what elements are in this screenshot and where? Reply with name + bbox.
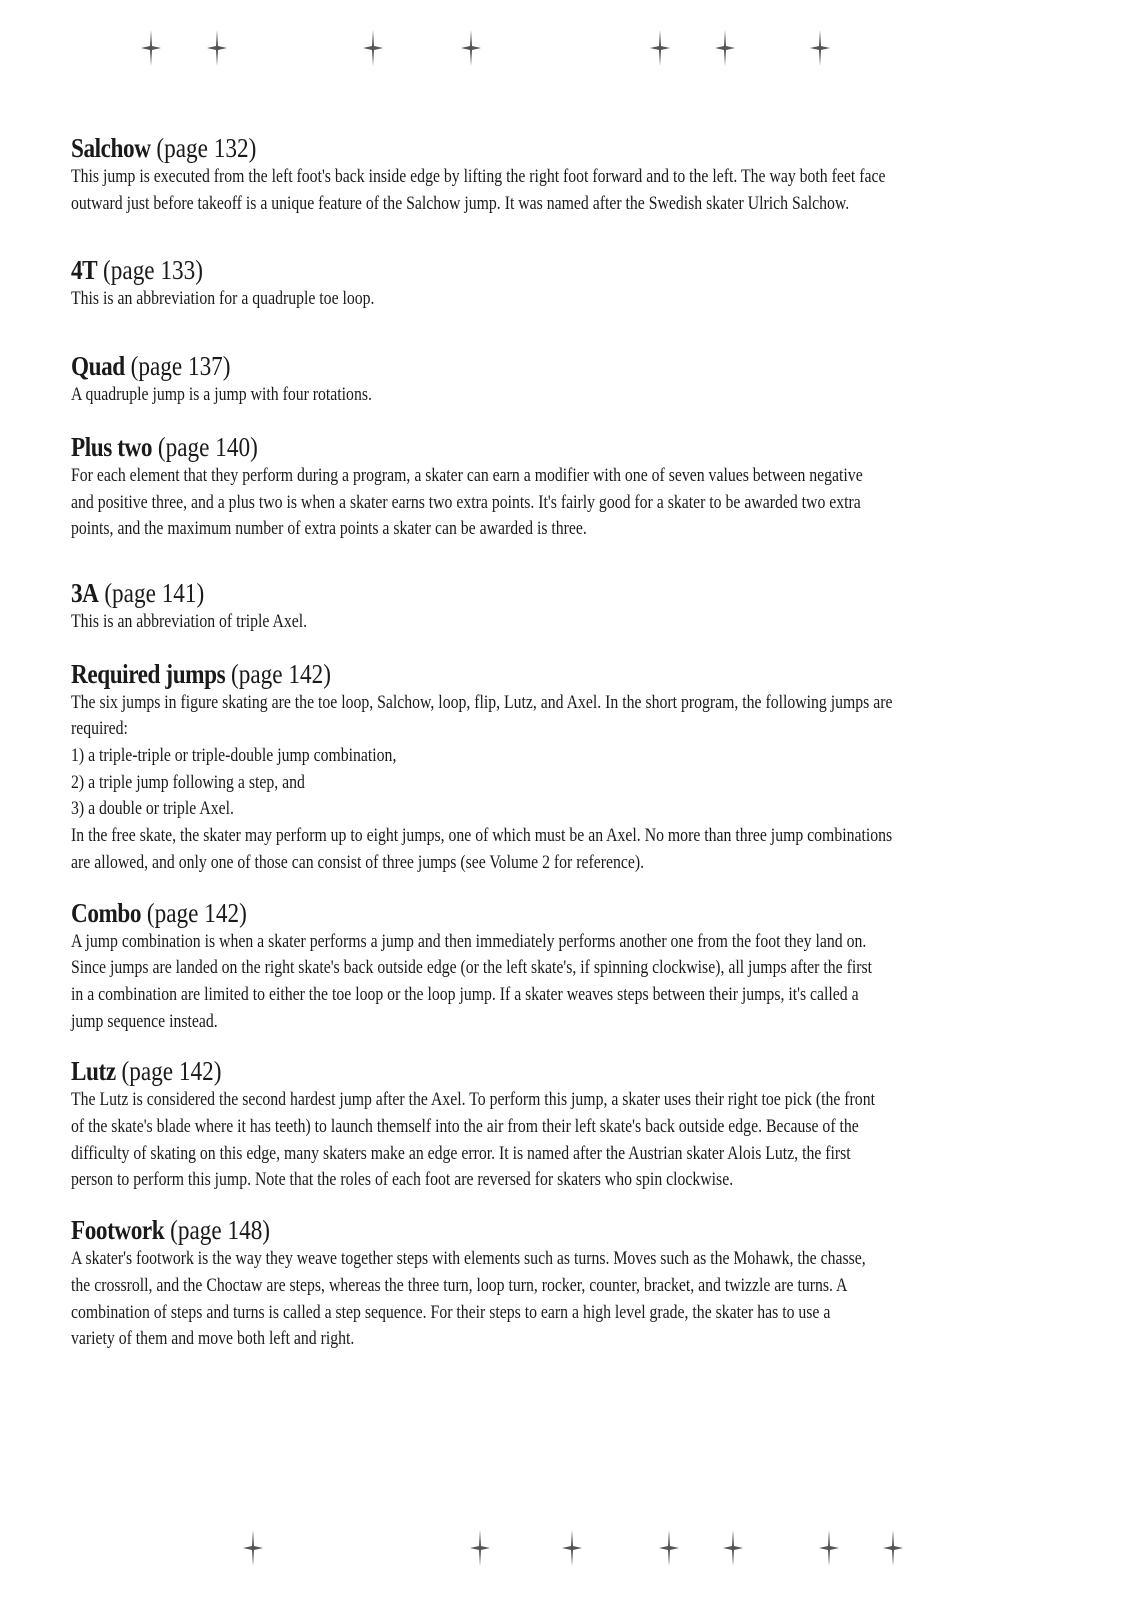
sparkle-icon: [205, 28, 229, 68]
sparkle-icon: [560, 1528, 584, 1568]
entry-definition: For each element that they perform during a program, a skater can earn a modifier with one of seven values between negative and positive three, and a plus two is when a skater earns two extra points. It's fairly good for a skater to be awarded two extra points, and the maximum number of extra points a skater can be awarded is three.: [71, 464, 863, 540]
glossary-entry-footwork: [71, 1214, 1056, 1353]
entry-page-ref: (page 142): [115, 1056, 222, 1087]
glossary-entry-3a: [71, 577, 1056, 636]
glossary-entry-quad: [71, 350, 1056, 409]
entry-term: Lutz: [71, 1056, 116, 1087]
entry-term: Plus two: [71, 431, 153, 462]
sparkle-icon: [361, 28, 385, 68]
entry-definition: The Lutz is considered the second hardest jump after the Axel. To perform this jump, a skater uses their right toe pick (the front of the skate's blade where it has teeth) to launch themself into the air from their left skate's back outside edge. Because of the difficulty of skating on this edge, many skaters make an edge error. It is named after the Austrian skater Alois Lutz, the first person to perform this jump. Note that the roles of each foot are reversed for skaters who spin clockwise.: [71, 1089, 875, 1191]
entry-definition: A quadruple jump is a jump with four rotations.: [71, 384, 372, 406]
entry-page-ref: (page 142): [225, 658, 331, 689]
entry-term: Combo: [71, 897, 142, 928]
sparkle-icon: [817, 1528, 841, 1568]
sparkle-icon: [657, 1528, 681, 1568]
glossary-entry-plus-two: [71, 431, 1056, 543]
entry-definition: This jump is executed from the left foot's back inside edge by lifting the right foot forward and to the left. The way both feet face outward just before takeoff is a unique feature of the Salchow jump. It was named after the Swedish skater Ulrich Salchow.: [71, 166, 886, 214]
entry-definition: A skater's footwork is the way they weave together steps with elements such as turns. Moves such as the Mohawk, the chasse, the crossroll, and the Choctaw are steps, whereas the three turn, loop turn, rocker, counter, bracket, and twizzle are turns. A combination of steps and turns is called a step sequence. For their steps to earn a high level grade, the skater has to use a variety of them and move both left and right.: [71, 1248, 866, 1350]
entry-page-ref: (page 132): [150, 133, 257, 163]
sparkle-icon: [139, 28, 163, 68]
glossary-entry-4t: [71, 254, 1056, 313]
entry-page-ref: (page 141): [98, 577, 205, 608]
entry-term: 3A: [71, 577, 99, 608]
sparkle-icon: [648, 28, 672, 68]
bottom-sparkle-border: [0, 1528, 1123, 1568]
glossary-entry-salchow: [71, 132, 1056, 217]
entry-page-ref: (page 137): [124, 351, 231, 382]
glossary-entry-required-jumps: [71, 658, 1056, 877]
top-sparkle-border: [0, 28, 1123, 68]
sparkle-icon: [468, 1528, 492, 1568]
sparkle-icon: [459, 28, 483, 68]
entry-term: Salchow: [71, 133, 151, 163]
sparkle-icon: [881, 1528, 905, 1568]
entry-page-ref: (page 140): [152, 431, 258, 462]
glossary-entry-combo: [71, 897, 1056, 1036]
entry-term: Quad: [71, 351, 125, 382]
entry-definition: The six jumps in figure skating are the toe loop, Salchow, loop, flip, Lutz, and Axel. In the short program, the following jumps are required: 1) a triple-triple or triple-double jump combination, 2) a triple jump following a step, and 3) a double or triple Axel. In the free skate, the skater may perform up to eight jumps, one of which must be an Axel. No more than three jump combinations are allowed, and only one of those can consist of three jumps (see Volume 2 for reference).: [71, 691, 893, 873]
entry-term: Required jumps: [71, 658, 226, 689]
entry-page-ref: (page 133): [97, 255, 203, 286]
sparkle-icon: [713, 28, 737, 68]
entry-definition: A jump combination is when a skater performs a jump and then immediately performs another one from the foot they land on. Since jumps are landed on the right skate's back outside edge (or the left skate's, if spinning clockwise), all jumps after the first in a combination are limited to either the toe loop or the loop jump. If a skater weaves steps between their jumps, it's called a jump sequence instead.: [71, 930, 872, 1032]
glossary: [71, 132, 1056, 1353]
glossary-entry-lutz: [71, 1055, 1056, 1194]
sparkle-icon: [808, 28, 832, 68]
entry-term: 4T: [71, 255, 98, 286]
entry-definition: This is an abbreviation of triple Axel.: [71, 610, 308, 632]
entry-definition: This is an abbreviation for a quadruple toe loop.: [71, 288, 375, 310]
entry-page-ref: (page 148): [164, 1215, 271, 1246]
entry-term: Footwork: [71, 1215, 165, 1246]
sparkle-icon: [241, 1528, 265, 1568]
sparkle-icon: [721, 1528, 745, 1568]
entry-page-ref: (page 142): [141, 897, 247, 928]
